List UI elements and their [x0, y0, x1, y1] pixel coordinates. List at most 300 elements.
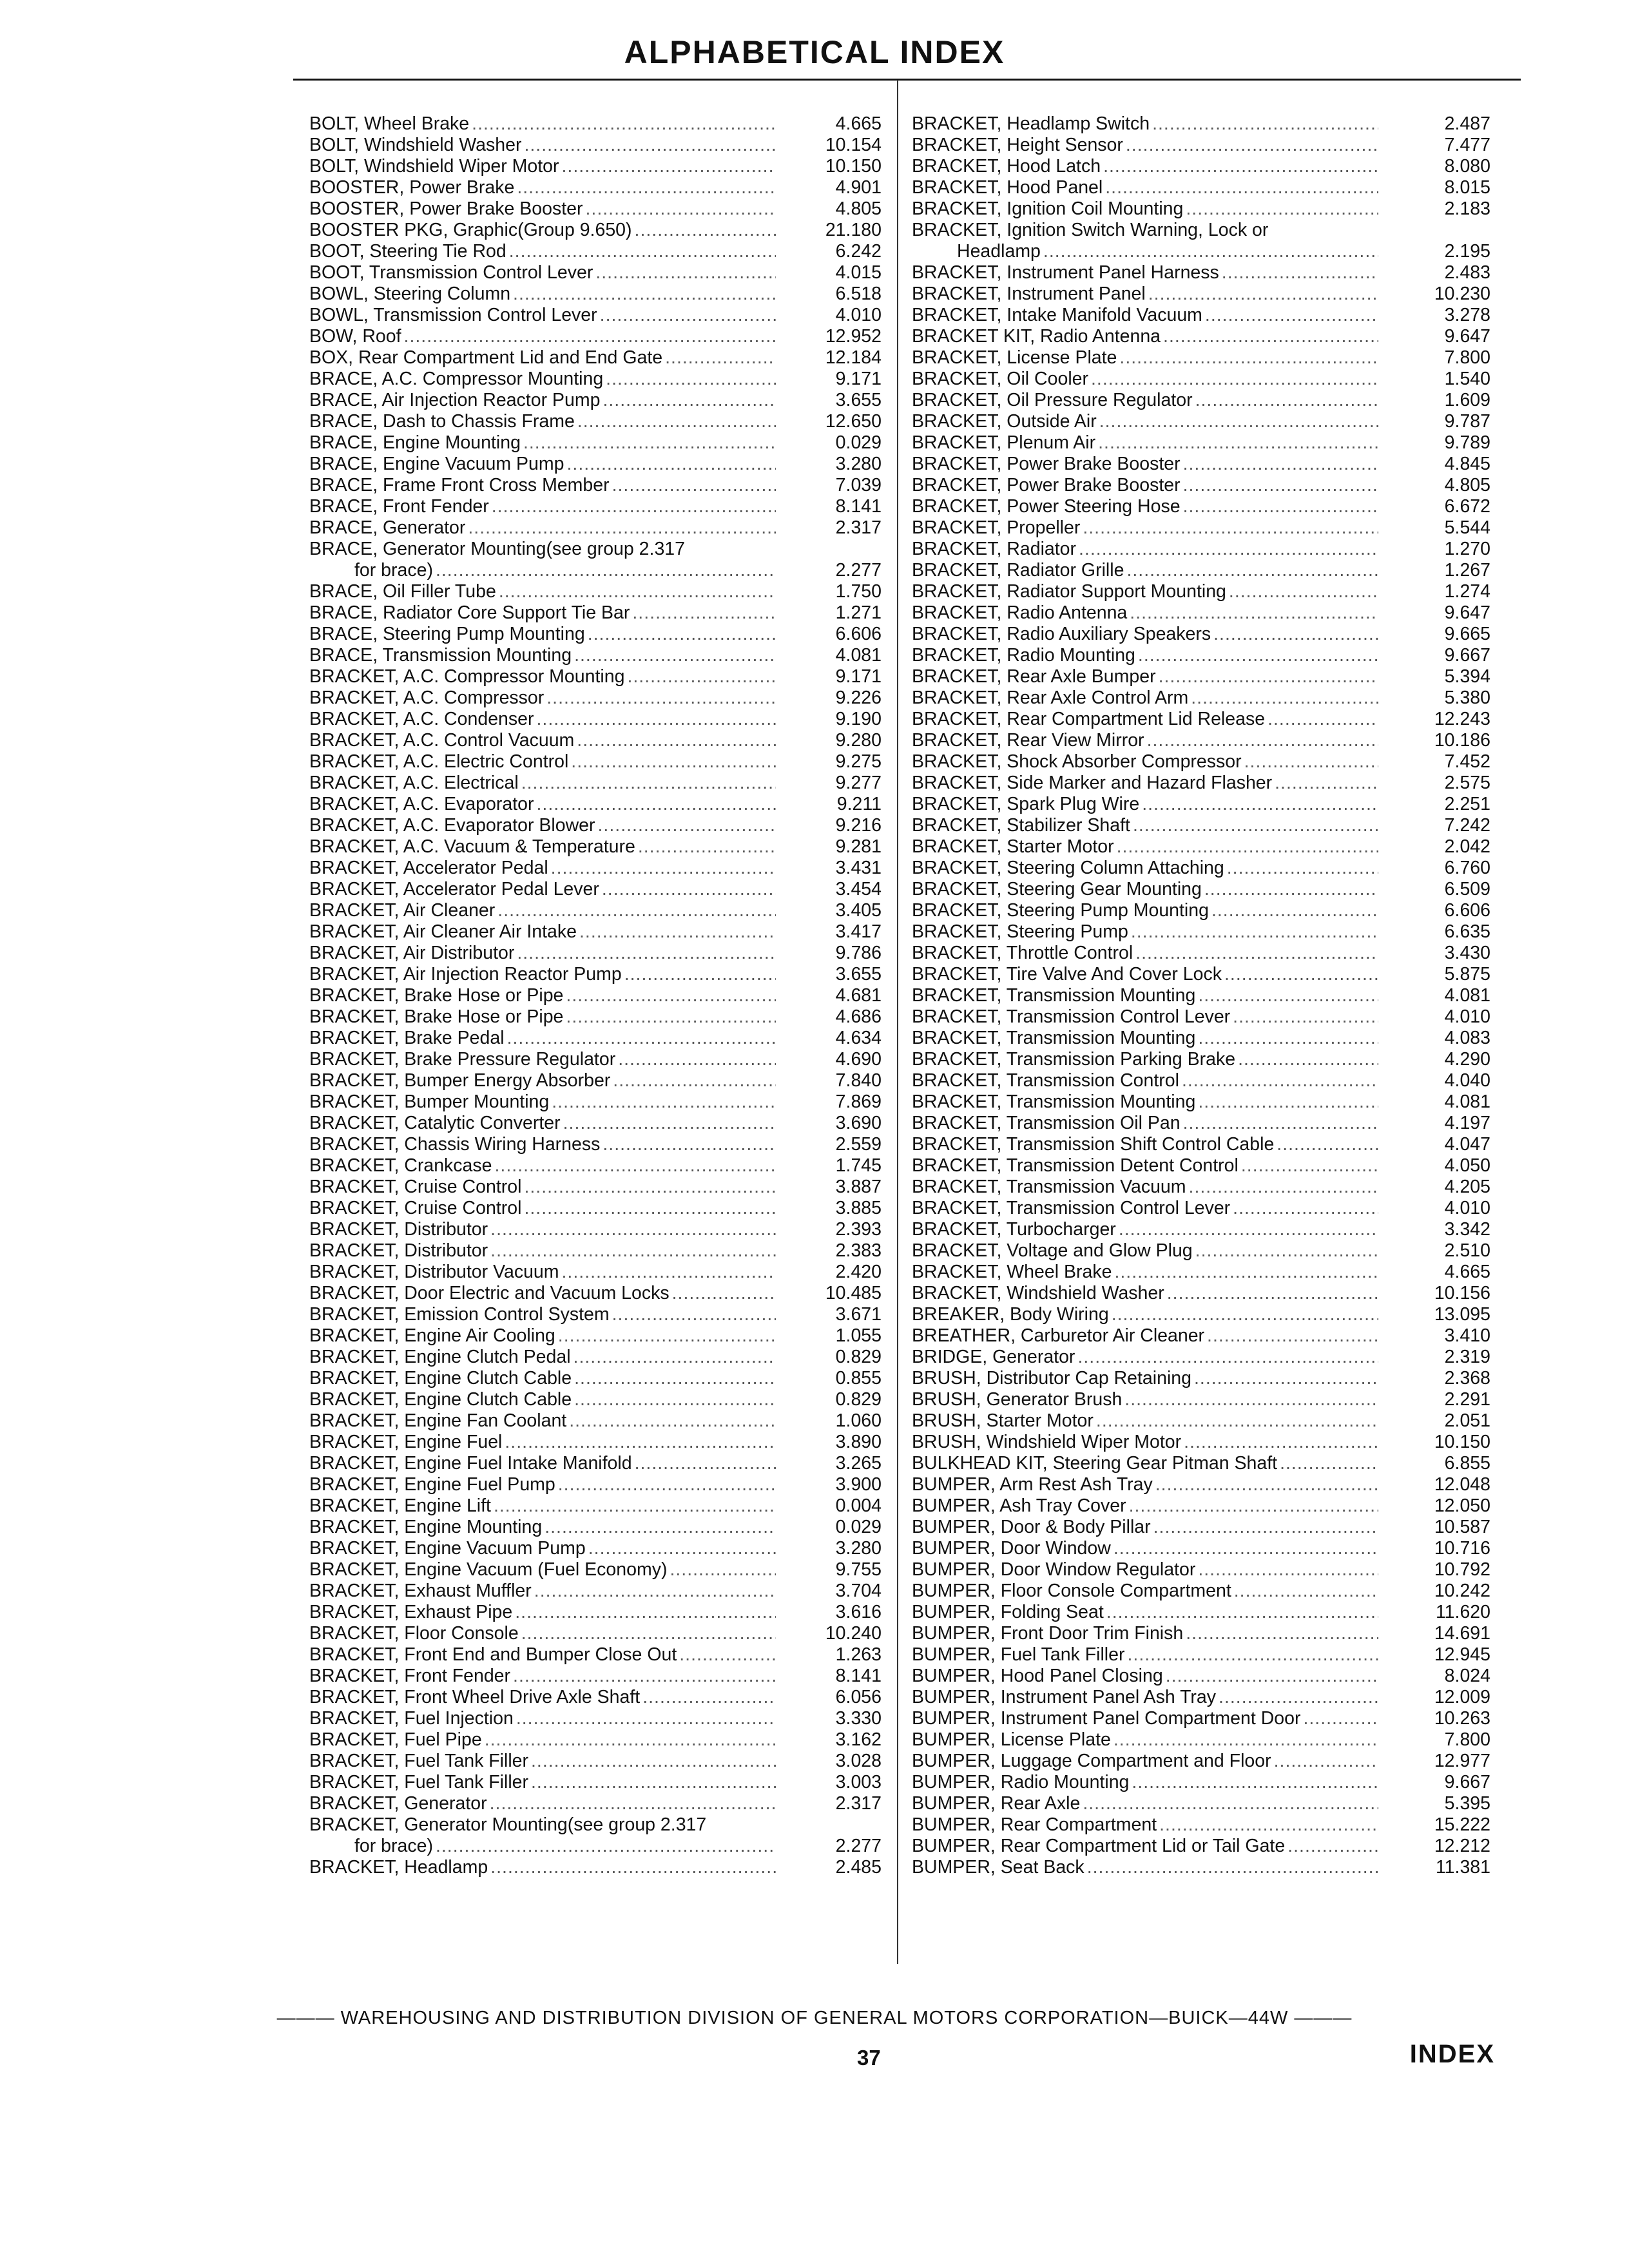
- index-entry-name: BRACKET, Intake Manifold Vacuum: [912, 305, 1202, 325]
- index-entry-name: BRACKET, Air Cleaner Air Intake: [309, 921, 577, 942]
- index-entry: [309, 1006, 882, 1028]
- index-entry-name: BRACKET, Radiator Grille: [912, 560, 1124, 581]
- index-entry: [912, 1814, 1490, 1836]
- dot-leader: [1114, 1262, 1378, 1283]
- index-entry-group-number: 2.483: [1444, 262, 1490, 283]
- dot-leader: [1099, 411, 1378, 432]
- index-entry: [309, 262, 882, 284]
- index-entry-name: BRACKET, Transmission Vacuum: [912, 1177, 1186, 1197]
- dot-leader: [1129, 1495, 1378, 1517]
- index-entry: [912, 602, 1490, 624]
- index-entry-name: BRACKET, Power Brake Booster: [912, 454, 1181, 474]
- index-entry-group-number: 2.485: [835, 1857, 882, 1878]
- dot-leader: [1147, 730, 1378, 751]
- index-entry: [912, 177, 1490, 198]
- dot-leader: [515, 1602, 776, 1623]
- dot-leader: [558, 1325, 776, 1347]
- index-entry: [912, 1581, 1490, 1602]
- index-entry: [912, 560, 1490, 581]
- index-entry-group-number: 2.317: [835, 517, 882, 538]
- dot-leader: [588, 1538, 776, 1559]
- index-entry-group-number: 6.855: [1444, 1453, 1490, 1474]
- index-entry-name: BRACKET, Crankcase: [309, 1155, 492, 1176]
- index-entry-name: BUMPER, Door & Body Pillar: [912, 1517, 1151, 1537]
- index-entry: [309, 773, 882, 794]
- footer-publisher-line: ——— WAREHOUSING AND DISTRIBUTION DIVISION OF GENERAL MOTORS CORPORATION—BUICK—44W ———: [276, 2008, 1353, 2028]
- dot-leader: [1148, 284, 1378, 305]
- dot-leader: [679, 1644, 776, 1666]
- index-entry: [309, 1049, 882, 1070]
- index-entry: [309, 1772, 882, 1793]
- dot-leader: [627, 666, 776, 687]
- index-entry: [309, 220, 882, 241]
- index-entry: [912, 517, 1490, 539]
- dot-leader: [1183, 496, 1378, 517]
- index-entry-name: BRACKET, License Plate: [912, 347, 1117, 368]
- index-entry-name: BOX, Rear Compartment Lid and End Gate: [309, 347, 663, 368]
- index-entry-group-number: 1.270: [1444, 539, 1490, 559]
- index-entry-name: BUMPER, Radio Mounting: [912, 1772, 1130, 1792]
- dot-leader: [1274, 1751, 1378, 1772]
- index-entry: [309, 687, 882, 709]
- index-entry-name: BOOT, Steering Tie Rod: [309, 241, 506, 262]
- index-entry: [912, 1262, 1490, 1283]
- index-entry: [309, 284, 882, 305]
- index-entry-name: BRACKET, Wheel Brake: [912, 1262, 1112, 1282]
- index-entry-name: BRACKET, A.C. Condenser: [309, 709, 534, 729]
- dot-leader: [490, 1219, 776, 1240]
- index-entry-name: BRACKET, Air Distributor: [309, 943, 515, 963]
- index-entry-group-number: 6.606: [835, 624, 882, 644]
- index-entry-group-number: 21.180: [825, 220, 882, 240]
- dot-leader: [613, 1070, 776, 1091]
- index-entry: [309, 1857, 882, 1878]
- index-entry-name: BRACKET, Transmission Control Lever: [912, 1198, 1231, 1218]
- index-entry-group-number: 1.609: [1444, 390, 1490, 410]
- index-entry-group-number: 4.665: [835, 113, 882, 134]
- index-entry-group-number: 2.319: [1444, 1347, 1490, 1367]
- index-entry: [912, 1687, 1490, 1708]
- index-entry-name: BRACKET, Rear View Mirror: [912, 730, 1144, 751]
- index-entry-group-number: 2.559: [835, 1134, 882, 1155]
- dot-leader: [1126, 560, 1378, 581]
- dot-leader: [562, 156, 776, 177]
- index-entry-name: BRACKET, Engine Lift: [309, 1495, 491, 1516]
- index-entry-name: BUMPER, Folding Seat: [912, 1602, 1104, 1622]
- index-entry-group-number: 4.081: [1444, 985, 1490, 1006]
- index-entry-group-number: 9.281: [835, 836, 882, 857]
- index-entry-group-number: 10.186: [1434, 730, 1490, 751]
- index-entry-group-number: 5.544: [1444, 517, 1490, 538]
- dot-leader: [1087, 1857, 1378, 1878]
- dot-leader: [577, 730, 776, 751]
- dot-leader: [612, 1304, 776, 1325]
- dot-leader: [618, 1049, 776, 1070]
- index-entry-group-number: 3.342: [1444, 1219, 1490, 1240]
- index-entry-name: BRACKET, Tire Valve And Cover Lock: [912, 964, 1222, 985]
- index-entry-name: BRACE, Oil Filler Tube: [309, 581, 496, 602]
- index-entry-name: BREATHER, Carburetor Air Cleaner: [912, 1325, 1205, 1346]
- section-label: INDEX: [1409, 2040, 1495, 2068]
- index-entry-name: BRACKET, Engine Air Cooling: [309, 1325, 555, 1346]
- index-entry: [912, 1070, 1490, 1091]
- dot-leader: [566, 1006, 776, 1028]
- index-entry-name: BRUSH, Windshield Wiper Motor: [912, 1432, 1182, 1452]
- index-entry: [912, 1644, 1490, 1666]
- index-entry-group-number: 7.800: [1444, 1729, 1490, 1750]
- index-entry-name: BRACKET, Starter Motor: [912, 836, 1114, 857]
- index-entry-group-number: 2.251: [1444, 794, 1490, 814]
- index-entry-group-number: 4.050: [1444, 1155, 1490, 1176]
- index-entry: [309, 475, 882, 496]
- index-entry: [912, 262, 1490, 284]
- index-entry-group-number: 3.890: [835, 1432, 882, 1452]
- index-entry: [309, 624, 882, 645]
- index-entry-name: BRACKET, Cruise Control: [309, 1177, 522, 1197]
- index-entry: [912, 1368, 1490, 1389]
- dot-leader: [485, 1729, 776, 1751]
- index-entry-name: BRACE, Air Injection Reactor Pump: [309, 390, 601, 410]
- index-entry: [309, 751, 882, 773]
- index-entry: [912, 1666, 1490, 1687]
- index-entry-group-number: 7.869: [835, 1091, 882, 1112]
- index-entry: [912, 773, 1490, 794]
- index-entry-group-number: 3.410: [1444, 1325, 1490, 1346]
- index-entry-name: BRACE, Generator: [309, 517, 466, 538]
- index-entry-name: BUMPER, Ash Tray Cover: [912, 1495, 1126, 1516]
- index-entry-group-number: 3.655: [835, 390, 882, 410]
- dot-leader: [1189, 1177, 1378, 1198]
- index-entry-name: BOOSTER, Power Brake Booster: [309, 198, 583, 219]
- dot-leader: [546, 687, 776, 709]
- index-entry-name: BRACKET, Hood Latch: [912, 156, 1101, 177]
- index-entry: [912, 666, 1490, 687]
- dot-leader: [1198, 1091, 1378, 1113]
- dot-leader: [1155, 1474, 1378, 1495]
- index-entry-name: BRACKET, Distributor: [309, 1219, 488, 1240]
- index-entry: [912, 645, 1490, 666]
- index-entry-group-number: 12.184: [825, 347, 882, 368]
- index-entry: [912, 581, 1490, 602]
- dot-leader: [497, 900, 776, 921]
- index-entry-group-number: 1.055: [835, 1325, 882, 1346]
- index-entry-name: BRACKET, Generator Mounting(see group 2.317: [309, 1814, 707, 1835]
- dot-leader: [1241, 1155, 1378, 1177]
- index-entry-group-number: 15.222: [1434, 1814, 1490, 1835]
- index-entry-name: BRACKET, Accelerator Pedal Lever: [309, 879, 599, 899]
- dot-leader: [1131, 921, 1378, 943]
- index-entry-name: BOOSTER, Power Brake: [309, 177, 515, 198]
- index-entry: [309, 1836, 882, 1857]
- index-entry: [912, 1283, 1490, 1304]
- index-entry: [309, 1070, 882, 1091]
- index-entry: [309, 602, 882, 624]
- index-entry-group-number: 3.417: [835, 921, 882, 942]
- index-entry-group-number: 1.750: [835, 581, 882, 602]
- index-entry-group-number: 4.040: [1444, 1070, 1490, 1091]
- dot-leader: [579, 921, 776, 943]
- index-entry-name: BRACKET, Transmission Control Lever: [912, 1006, 1231, 1027]
- index-entry-group-number: 12.009: [1434, 1687, 1490, 1707]
- index-entry-name: BRACKET, Engine Fuel Pump: [309, 1474, 555, 1495]
- index-entry: [912, 1134, 1490, 1155]
- dot-leader: [1183, 475, 1378, 496]
- index-entry-group-number: 6.635: [1444, 921, 1490, 942]
- dot-leader: [1233, 1006, 1378, 1028]
- index-entry-name: BRACKET, Cruise Control: [309, 1198, 522, 1218]
- dot-leader: [1153, 1517, 1378, 1538]
- index-entry-name: BRACE, Steering Pump Mounting: [309, 624, 585, 644]
- index-entry: [912, 284, 1490, 305]
- index-entry-group-number: 1.271: [835, 602, 882, 623]
- index-entry-name: BRACKET, Floor Console: [309, 1623, 519, 1644]
- index-entry: [912, 1028, 1490, 1049]
- index-entry: [309, 1347, 882, 1368]
- dot-leader: [1224, 964, 1378, 985]
- index-entry-group-number: 12.977: [1434, 1751, 1490, 1771]
- index-entry-name: BRACKET, Hood Panel: [912, 177, 1103, 198]
- dot-leader: [517, 943, 776, 964]
- dot-leader: [1280, 1453, 1378, 1474]
- dot-leader: [1083, 1793, 1378, 1814]
- index-entry-group-number: 0.004: [835, 1495, 882, 1516]
- index-entry-group-number: 10.230: [1434, 284, 1490, 304]
- index-entry: [309, 815, 882, 836]
- index-entry-name: BRACKET, Stabilizer Shaft: [912, 815, 1130, 836]
- index-entry-group-number: 8.080: [1444, 156, 1490, 177]
- index-entry: [309, 305, 882, 326]
- dot-leader: [1191, 687, 1378, 709]
- index-entry-group-number: 2.487: [1444, 113, 1490, 134]
- index-entry: [309, 943, 882, 964]
- index-entry-group-number: 4.686: [835, 1006, 882, 1027]
- dot-leader: [524, 1177, 776, 1198]
- index-entry-group-number: 3.885: [835, 1198, 882, 1218]
- dot-leader: [1205, 305, 1378, 326]
- dot-leader: [562, 1262, 776, 1283]
- index-entry-name: BRACKET, Engine Vacuum Pump: [309, 1538, 586, 1559]
- dot-leader: [1159, 666, 1378, 687]
- index-entry-name: BOWL, Transmission Control Lever: [309, 305, 597, 325]
- index-entry-group-number: 7.840: [835, 1070, 882, 1091]
- index-entry-group-number: 2.277: [835, 560, 882, 581]
- index-entry: [912, 709, 1490, 730]
- dot-leader: [494, 1495, 776, 1517]
- index-entry: [912, 1474, 1490, 1495]
- index-entry: [912, 751, 1490, 773]
- index-entry-group-number: 4.805: [1444, 475, 1490, 495]
- dot-leader: [574, 1368, 776, 1389]
- index-entry: [912, 1602, 1490, 1623]
- index-entry: [912, 1432, 1490, 1453]
- index-entry: [912, 1729, 1490, 1751]
- index-entry-group-number: 3.655: [835, 964, 882, 985]
- index-entry-group-number: 11.620: [1435, 1602, 1490, 1622]
- index-entry-name: BRACKET, Spark Plug Wire: [912, 794, 1140, 814]
- index-entry: [309, 517, 882, 539]
- index-entry-name: BRACKET, A.C. Compressor: [309, 687, 545, 708]
- index-entry: [912, 1538, 1490, 1559]
- index-entry: [309, 1581, 882, 1602]
- index-entry-group-number: 9.275: [835, 751, 882, 772]
- index-entry-group-number: 6.760: [1444, 858, 1490, 878]
- dot-leader: [1198, 985, 1378, 1006]
- column-divider: [897, 80, 898, 1964]
- index-entry: [309, 1028, 882, 1049]
- index-entry: [912, 411, 1490, 432]
- index-entry: [309, 1495, 882, 1517]
- dot-leader: [516, 1708, 776, 1729]
- index-entry-group-number: 2.368: [1444, 1368, 1490, 1389]
- index-entry-name: BRACKET, Engine Fuel: [309, 1432, 503, 1452]
- dot-leader: [524, 1198, 776, 1219]
- dot-leader: [1277, 1134, 1378, 1155]
- header-rule: [293, 79, 1521, 81]
- dot-leader: [534, 1581, 776, 1602]
- index-entry-group-number: 7.477: [1444, 135, 1490, 155]
- index-entry: [309, 1453, 882, 1474]
- index-entry: [912, 135, 1490, 156]
- index-entry-group-number: 9.647: [1444, 326, 1490, 347]
- index-entry-group-number: 10.792: [1434, 1559, 1490, 1580]
- index-entry-name: BUMPER, Rear Compartment Lid or Tail Gate: [912, 1836, 1286, 1856]
- index-entry: [309, 1751, 882, 1772]
- index-entry: [912, 1410, 1490, 1432]
- index-entry-group-number: 4.290: [1444, 1049, 1490, 1070]
- dot-leader: [1083, 517, 1378, 539]
- index-entry-name: BRACKET, Fuel Injection: [309, 1708, 514, 1729]
- index-entry-group-number: 1.745: [835, 1155, 882, 1176]
- index-entry-group-number: 9.787: [1444, 411, 1490, 432]
- index-entry-name: BRACKET, Emission Control System: [309, 1304, 610, 1325]
- dot-leader: [566, 985, 776, 1006]
- index-entry: [912, 432, 1490, 454]
- index-entry-name: BRACE, Generator Mounting(see group 2.317: [309, 539, 685, 559]
- index-entry-name: BRACKET, Rear Axle Bumper: [912, 666, 1156, 687]
- index-entry-name: BRACKET, Radio Mounting: [912, 645, 1135, 666]
- index-entry: [912, 836, 1490, 858]
- index-entry: [912, 1113, 1490, 1134]
- index-entry-group-number: 6.242: [835, 241, 882, 262]
- index-entry-name: BOW, Roof: [309, 326, 401, 347]
- dot-leader: [1195, 390, 1378, 411]
- index-entry-name: BRACKET, Height Sensor: [912, 135, 1123, 155]
- index-entry-name: BRACE, Engine Mounting: [309, 432, 521, 453]
- index-entry-group-number: 10.587: [1434, 1517, 1490, 1537]
- dot-leader: [517, 177, 776, 198]
- index-entry-group-number: 7.039: [835, 475, 882, 495]
- index-entry: [309, 1368, 882, 1389]
- index-entry-name: BRACKET, Throttle Control: [912, 943, 1133, 963]
- index-entry-group-number: 2.291: [1444, 1389, 1490, 1410]
- index-entry-group-number: 9.171: [835, 666, 882, 687]
- index-entry-group-number: 9.647: [1444, 602, 1490, 623]
- index-entry: [912, 475, 1490, 496]
- index-entry-name: BRACKET, Exhaust Muffler: [309, 1581, 532, 1601]
- index-entry-name: BUMPER, Seat Back: [912, 1857, 1084, 1878]
- index-entry-group-number: 1.540: [1444, 369, 1490, 389]
- index-entry: [309, 581, 882, 602]
- dot-leader: [1132, 1772, 1378, 1793]
- index-entry: [912, 1049, 1490, 1070]
- index-entry-name: BRACKET, Plenum Air: [912, 432, 1096, 453]
- dot-leader: [521, 1623, 776, 1644]
- dot-leader: [602, 390, 776, 411]
- dot-leader: [624, 964, 776, 985]
- index-entry-group-number: 6.509: [1444, 879, 1490, 899]
- dot-leader: [606, 369, 776, 390]
- index-entry: [912, 1836, 1490, 1857]
- index-entry-group-number: 2.277: [835, 1836, 882, 1856]
- index-entry-name: BRACKET, Rear Compartment Lid Release: [912, 709, 1266, 729]
- index-entry-name: BRACKET, Front Wheel Drive Axle Shaft: [309, 1687, 641, 1707]
- index-entry-name: BOWL, Steering Column: [309, 284, 511, 304]
- index-entry-group-number: 6.672: [1444, 496, 1490, 517]
- dot-leader: [1098, 432, 1378, 454]
- dot-leader: [1275, 773, 1378, 794]
- index-entry: [912, 1091, 1490, 1113]
- index-entry-name: BRACE, Transmission Mounting: [309, 645, 572, 666]
- index-entry: [912, 347, 1490, 369]
- index-entry-group-number: 12.650: [825, 411, 882, 432]
- index-entry-group-number: 10.150: [1434, 1432, 1490, 1452]
- index-entry: [912, 454, 1490, 475]
- index-entry: [912, 1708, 1490, 1729]
- dot-leader: [490, 1240, 776, 1262]
- dot-leader: [588, 624, 776, 645]
- index-entry: [912, 921, 1490, 943]
- dot-leader: [1238, 1049, 1378, 1070]
- dot-leader: [499, 581, 776, 602]
- dot-leader: [1159, 1814, 1378, 1836]
- dot-leader: [642, 1687, 776, 1708]
- index-entry-group-number: 4.634: [835, 1028, 882, 1048]
- index-entry-group-number: 7.800: [1444, 347, 1490, 368]
- index-entry-name: BRACKET, Exhaust Pipe: [309, 1602, 513, 1622]
- index-entry: [309, 879, 882, 900]
- index-entry-name: BRACKET, Radiator: [912, 539, 1077, 559]
- index-entry-name: BRACKET KIT, Radio Antenna: [912, 326, 1161, 347]
- index-entry: [912, 1304, 1490, 1325]
- index-entry-group-number: 4.665: [1444, 1262, 1490, 1282]
- index-entry: [309, 347, 882, 369]
- index-entry: [309, 1283, 882, 1304]
- index-entry: [309, 411, 882, 432]
- index-entry-name: BRACKET, Oil Pressure Regulator: [912, 390, 1193, 410]
- index-entry-name: BRACKET, Distributor: [309, 1240, 488, 1261]
- index-entry-name: BRACKET, A.C. Electric Control: [309, 751, 569, 772]
- dot-leader: [612, 475, 776, 496]
- dot-leader: [1229, 581, 1378, 602]
- dot-leader: [1127, 1644, 1378, 1666]
- index-entry: [309, 560, 882, 581]
- index-entry-name: BRACKET, Brake Hose or Pipe: [309, 1006, 564, 1027]
- index-entry-name: BRACKET, Engine Clutch Cable: [309, 1389, 572, 1410]
- index-entry-name: BRACKET, A.C. Electrical: [309, 773, 519, 793]
- index-entry-name: BRACKET, Power Brake Booster: [912, 475, 1181, 495]
- index-entry: [912, 156, 1490, 177]
- index-entry: [912, 305, 1490, 326]
- dot-leader: [602, 1134, 776, 1155]
- dot-leader: [1124, 1389, 1378, 1410]
- index-entry-name: BRACKET, Steering Gear Mounting: [912, 879, 1202, 899]
- index-entry-group-number: 8.141: [835, 1666, 882, 1686]
- index-entry-group-number: 3.280: [835, 1538, 882, 1559]
- dot-leader: [1117, 836, 1378, 858]
- index-entry: [309, 1155, 882, 1177]
- index-entry-name: BRACKET, Engine Clutch Cable: [309, 1368, 572, 1389]
- dot-leader: [1287, 1836, 1378, 1857]
